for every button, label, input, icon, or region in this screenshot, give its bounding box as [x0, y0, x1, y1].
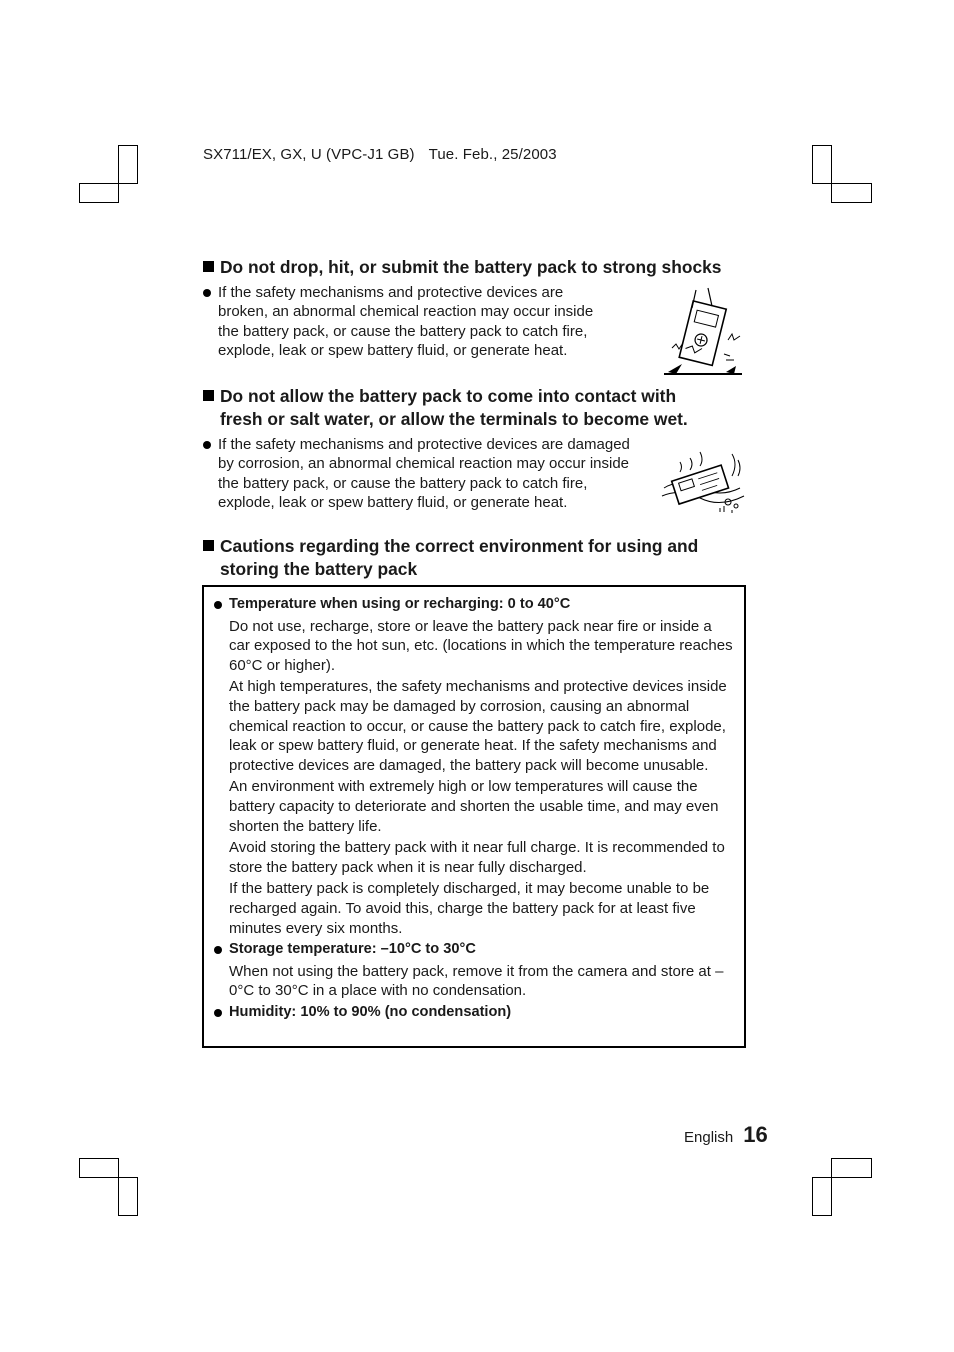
crop-mark-top-left — [79, 183, 119, 203]
section-title-water: Do not allow the battery pack to come into contact with fresh or salt water, or allow the terminals to become wet. — [203, 385, 688, 431]
crop-mark-top-left — [118, 145, 138, 184]
crop-mark-bottom-right — [812, 1177, 832, 1216]
bullet-dot-icon — [214, 601, 222, 609]
box-item-temperature: Temperature when using or recharging: 0 to 40°C Do not use, recharge, store or leave the battery pack near fire or inside a car exposed to the hot sun, etc. (locations in which the temperature reaches 60°C or higher). At high temperatures, the safety mechanisms and protective devices inside the battery pack may be damaged by corrosion, causing an abnormal chemical reaction to occur, or cause the battery pack to catch fire, explode, leak or spew battery fluid, or generate heat. If the safety mechanisms and protective devices are damaged, the battery pack will become unusable. An environment with extremely high or low temperatures will cause the battery capacity to deteriorate and shorten the usable time, and may even shorten the battery life. Avoid storing the battery pack with it near full charge. It is recommended to store the battery pack when it is near fully discharged. If the battery pack is completely discharged, it may become unable to be recharged again. To avoid this, charge the battery pack for at least five minutes every six months. — [212, 595, 736, 938]
language-label: English — [684, 1129, 734, 1146]
humidity-heading: Humidity: 10% to 90% (no condensation) — [229, 1003, 512, 1020]
page-header — [203, 146, 557, 163]
date-text: Tue. Feb., 25/2003 — [428, 146, 557, 163]
page-number: 16 — [743, 1122, 768, 1147]
box-item-storage: Storage temperature: –10°C to 30°C When not using the battery pack, remove it from the camera and store at –0°C to 30°C in a place with no condensation. — [212, 940, 736, 1001]
temperature-heading: Temperature when using or recharging: 0 to 40°C — [229, 596, 571, 612]
crop-mark-top-right — [812, 145, 832, 184]
battery-water-illustration-icon — [660, 448, 746, 514]
crop-mark-bottom-right — [831, 1158, 872, 1178]
crop-mark-bottom-left — [79, 1158, 119, 1178]
model-text: SX711/EX, GX, U (VPC-J1 GB) — [203, 146, 415, 163]
square-bullet-icon — [203, 390, 214, 401]
battery-drop-illustration-icon — [662, 286, 744, 378]
crop-mark-top-right — [831, 183, 872, 203]
bullet-water: If the safety mechanisms and protective devices are damaged by corrosion, an abnormal chemical reaction may occur inside the battery pack, or cause the battery pack to catch fire, explode, leak or spew battery fluid, or generate heat. — [203, 435, 633, 512]
storage-heading: Storage temperature: –10°C to 30°C — [229, 941, 476, 958]
crop-mark-bottom-left — [118, 1177, 138, 1216]
page-footer — [684, 1122, 768, 1148]
square-bullet-icon — [203, 261, 214, 272]
bullet-shocks: If the safety mechanisms and protective devices are broken, an abnormal chemical reaction may occur inside the battery pack, or cause the battery pack to catch fire, explode, leak or spew battery fluid, or generate heat. — [203, 283, 615, 360]
bullet-dot-icon — [203, 441, 211, 449]
cautions-box — [202, 585, 746, 1048]
bullet-dot-icon — [203, 289, 211, 297]
box-item-humidity — [212, 1003, 736, 1023]
section-title-shocks: Do not drop, hit, or submit the battery pack to strong shocks — [203, 256, 721, 279]
bullet-dot-icon — [214, 946, 222, 954]
section-title-environment: Cautions regarding the correct environment for using and storing the battery pack — [203, 535, 698, 581]
square-bullet-icon — [203, 540, 214, 551]
bullet-dot-icon — [214, 1009, 222, 1017]
